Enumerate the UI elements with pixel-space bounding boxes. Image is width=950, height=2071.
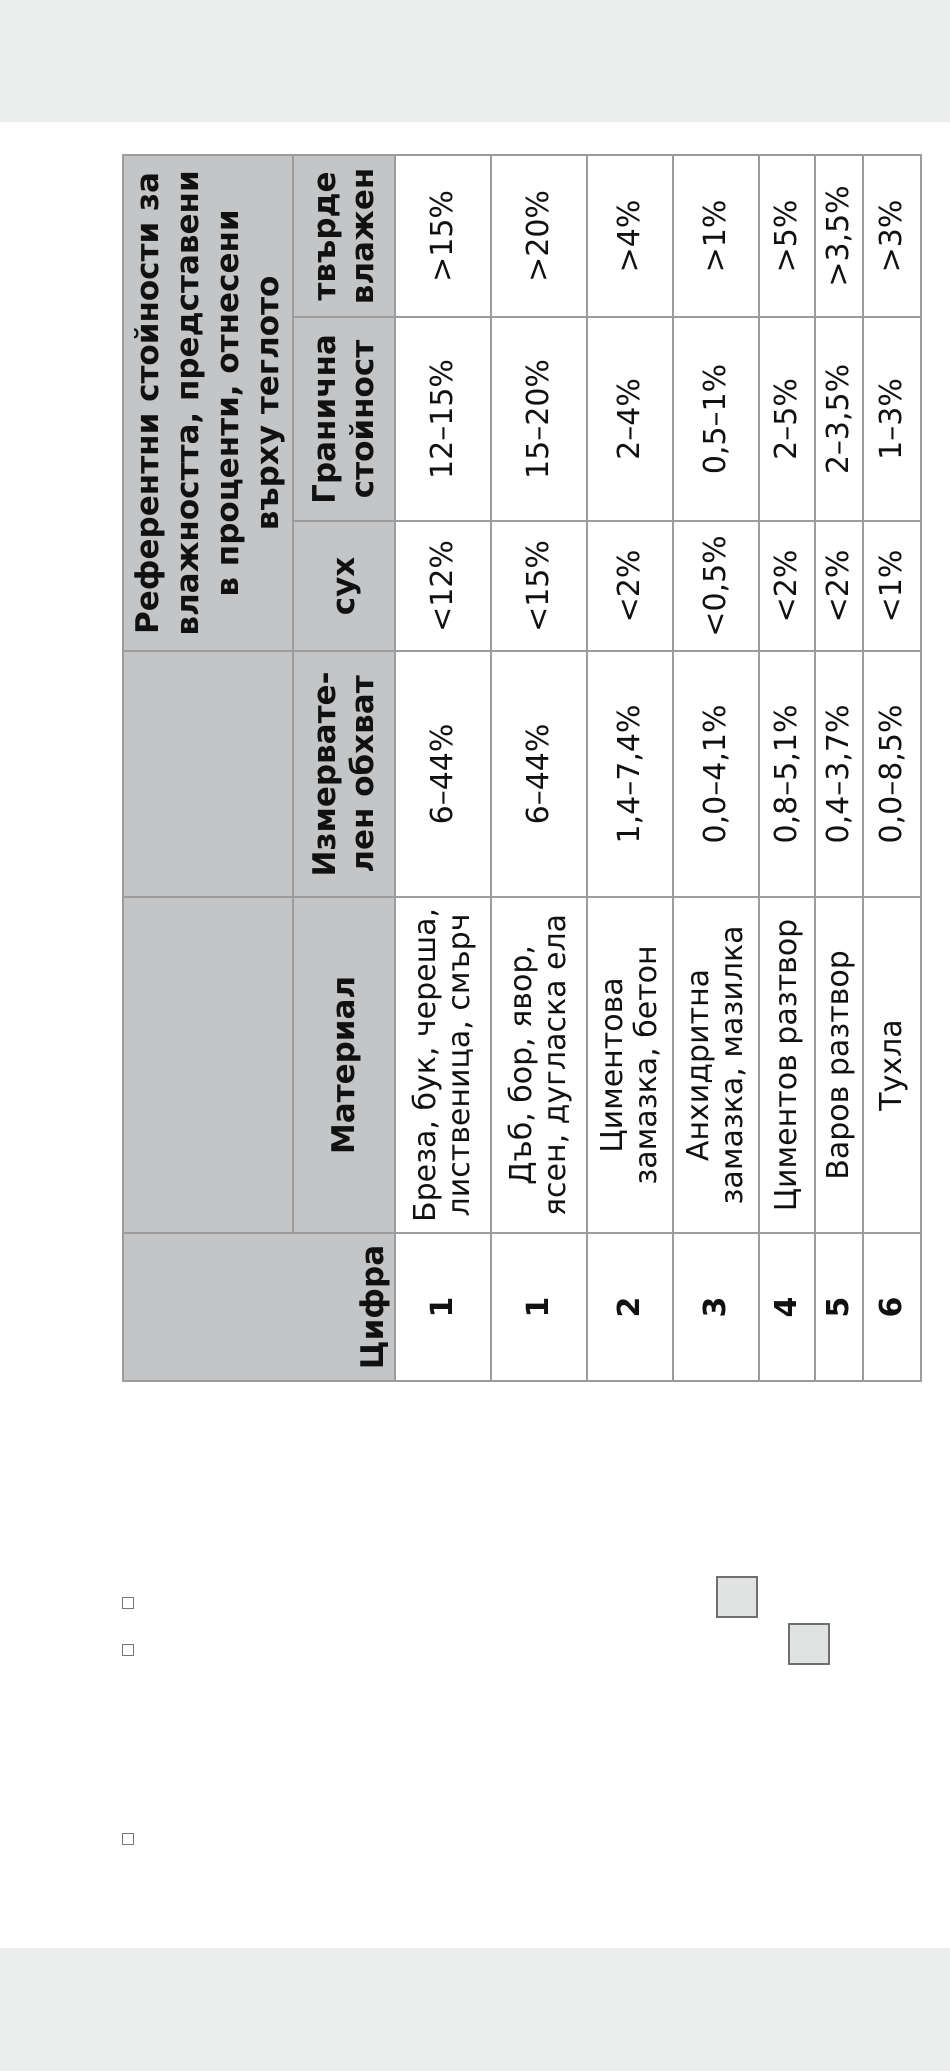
row-wet: >15% (395, 155, 491, 317)
table-row (815, 155, 863, 1381)
row-dry: <2% (759, 521, 815, 651)
row-dry: <15% (491, 521, 587, 651)
row-material: Циментова замазка, бетон (587, 897, 673, 1233)
row-wet: >4% (587, 155, 673, 317)
row-range: 1,4–7,4% (587, 651, 673, 897)
table-row (863, 155, 921, 1381)
row-dry: <1% (863, 521, 921, 651)
checkbox-marker-2 (122, 1644, 134, 1656)
bottom-margin-band (0, 1948, 950, 2071)
row-number: 2 (587, 1233, 673, 1381)
row-dry: <0,5% (673, 521, 759, 651)
row-number: 1 (395, 1233, 491, 1381)
table-row (759, 155, 815, 1381)
row-material: Варов разтвор (815, 897, 863, 1233)
header-too-wet: твърде влажен (293, 155, 395, 317)
row-material: Дъб, бор, явор, ясен, дугласка ела (491, 897, 587, 1233)
row-material: Циментов разтвор (759, 897, 815, 1233)
header-reference-values: Референтни стойности за влажността, представени в проценти, отнесени върху теглото (123, 155, 293, 651)
row-material: Анхидритна замазка, мазилка (673, 897, 759, 1233)
checkbox-marker-1 (122, 1597, 134, 1609)
table-row (491, 155, 587, 1381)
table-row (673, 155, 759, 1381)
top-margin-band (0, 0, 950, 122)
row-wet: >3% (863, 155, 921, 317)
row-range: 0,0–8,5% (863, 651, 921, 897)
gray-square-marker-2 (788, 1623, 830, 1665)
header-blank-range (123, 651, 293, 897)
header-limit-value: Гранична стойност (293, 317, 395, 521)
header-material: Материал (293, 897, 395, 1233)
row-material: Бреза, бук, череша, лиственица, смърч (395, 897, 491, 1233)
row-wet: >20% (491, 155, 587, 317)
row-number: 1 (491, 1233, 587, 1381)
row-limit: 15–20% (491, 317, 587, 521)
checkbox-marker-3 (122, 1833, 134, 1845)
row-number: 5 (815, 1233, 863, 1381)
row-dry: <2% (587, 521, 673, 651)
header-dry: сух (293, 521, 395, 651)
table-row (587, 155, 673, 1381)
moisture-reference-table (122, 154, 922, 1382)
row-material: Тухла (863, 897, 921, 1233)
row-limit: 0,5–1% (673, 317, 759, 521)
row-limit: 2–4% (587, 317, 673, 521)
header-blank-material (123, 897, 293, 1233)
row-range: 0,0–4,1% (673, 651, 759, 897)
row-range: 0,8–5,1% (759, 651, 815, 897)
row-number: 3 (673, 1233, 759, 1381)
header-number: Цифра (123, 1233, 395, 1381)
row-range: 0,4–3,7% (815, 651, 863, 897)
table-row (395, 155, 491, 1381)
row-wet: >3,5% (815, 155, 863, 317)
row-limit: 2–3,5% (815, 317, 863, 521)
row-number: 4 (759, 1233, 815, 1381)
row-wet: >5% (759, 155, 815, 317)
header-measuring-range: Измервате-лен обхват (293, 651, 395, 897)
row-dry: <12% (395, 521, 491, 651)
row-range: 6–44% (491, 651, 587, 897)
row-dry: <2% (815, 521, 863, 651)
row-limit: 1–3% (863, 317, 921, 521)
moisture-reference-table-rotated (122, 156, 909, 1382)
row-number: 6 (863, 1233, 921, 1381)
gray-square-marker-1 (716, 1576, 758, 1618)
row-limit: 12–15% (395, 317, 491, 521)
row-range: 6–44% (395, 651, 491, 897)
row-limit: 2–5% (759, 317, 815, 521)
row-wet: >1% (673, 155, 759, 317)
